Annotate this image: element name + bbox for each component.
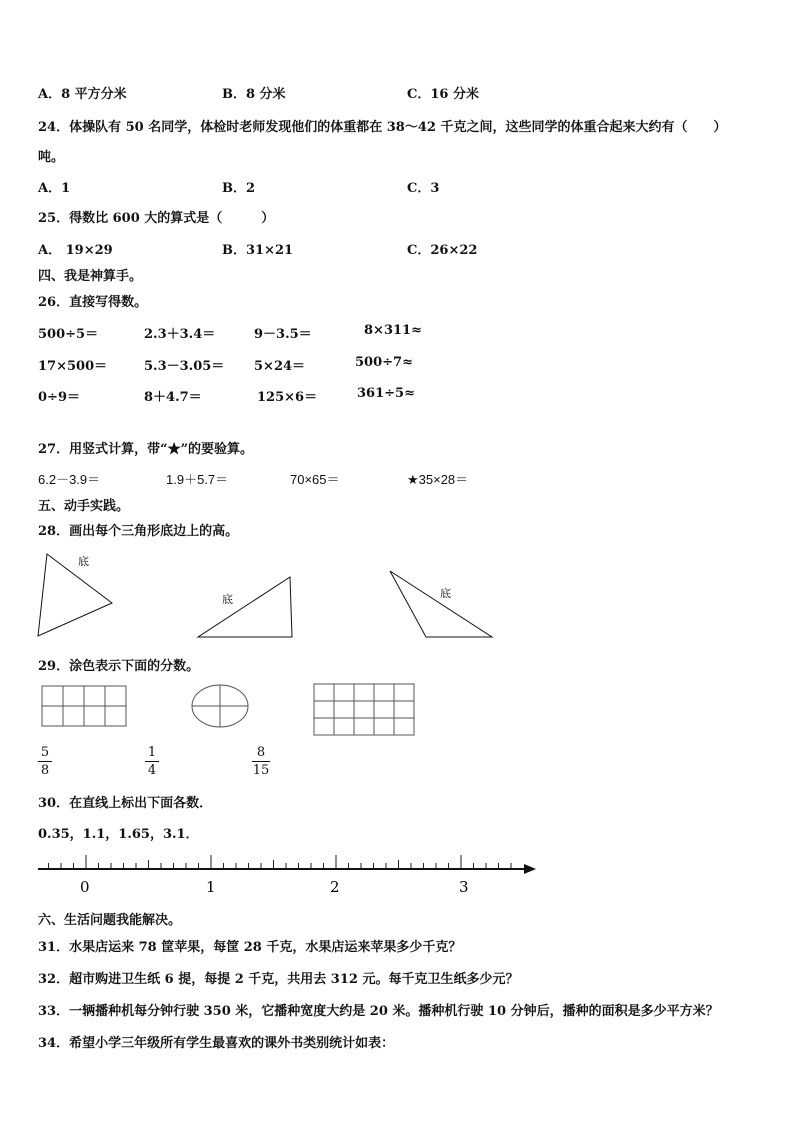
q29-stem: 29．涂色表示下面的分数。 xyxy=(38,659,200,674)
q24-option-a: A．1 xyxy=(38,181,71,196)
q26-cell: 361÷5≈ xyxy=(357,386,415,401)
q24-stem-line1: 24．体操队有 50 名同学，体检时老师发现他们的体重都在 38～42 千克之间，这些同学的体重合起来大约有（ ） xyxy=(38,120,727,135)
q25-stem: 25．得数比 600 大的算式是（ ） xyxy=(38,211,275,226)
q26-cell: 17×500＝ xyxy=(38,359,108,374)
fraction-1-4 xyxy=(145,745,159,778)
q25-option-b: B．31×21 xyxy=(222,243,294,258)
q27-item: 6.2－3.9＝ xyxy=(38,472,101,487)
circle-4-parts xyxy=(192,685,248,727)
q30-stem: 30．在直线上标出下面各数． xyxy=(38,796,213,811)
q29-shapes-figure xyxy=(0,680,794,740)
q26-cell: 500÷7≈ xyxy=(355,355,413,370)
q26-cell: 8×311≈ xyxy=(364,323,422,338)
q26-cell: 125×6＝ xyxy=(257,390,318,405)
fraction-bar xyxy=(252,761,270,762)
q24-option-c: C．3 xyxy=(407,181,440,196)
triangle-1 xyxy=(38,554,112,636)
number-line xyxy=(0,848,794,898)
q26-cell: 5.3－3.05＝ xyxy=(144,359,225,374)
q27-item: 70×65＝ xyxy=(290,472,340,487)
q27-item: ★35×28＝ xyxy=(407,472,469,487)
fraction-bar xyxy=(145,761,159,762)
q33-text: 33．一辆播种机每分钟行驶 350 米，它播种宽度大约是 20 米。播种机行驶 10 分钟后，播种的面积是多少平方米？ xyxy=(38,1004,719,1019)
q26-cell: 8＋4.7＝ xyxy=(144,390,202,405)
fraction-5-8 xyxy=(38,745,52,778)
q26-stem: 26．直接写得数。 xyxy=(38,295,148,310)
q27-item: 1.9＋5.7＝ xyxy=(166,472,229,487)
triangle-2 xyxy=(198,577,292,637)
triangle-3 xyxy=(390,571,492,637)
q26-cell: 500÷5＝ xyxy=(38,327,99,342)
q26-cell: 9－3.5＝ xyxy=(254,327,312,342)
q26-cell: 5×24＝ xyxy=(254,359,306,374)
section-6-heading: 六、生活问题我能解决。 xyxy=(38,913,182,928)
q24-stem-line2: 吨。 xyxy=(38,150,65,165)
q23-option-c: C．16 分米 xyxy=(407,87,479,102)
axis-label: 0 xyxy=(80,878,90,896)
grid-rectangle-15-parts xyxy=(314,684,414,735)
fraction-8-15 xyxy=(252,745,270,778)
q34-text: 34．希望小学三年级所有学生最喜欢的课外书类别统计如表： xyxy=(38,1036,395,1051)
fraction-numerator: 8 xyxy=(256,745,266,760)
section-5-heading: 五、动手实践。 xyxy=(38,499,130,514)
fraction-bar xyxy=(38,761,52,762)
axis-label: 1 xyxy=(206,878,216,896)
q25-option-c: C．26×22 xyxy=(407,243,478,258)
fraction-numerator: 1 xyxy=(147,745,157,760)
grid-rectangle-8-parts xyxy=(42,686,126,726)
axis-label: 2 xyxy=(330,878,340,896)
q26-cell: 2.3＋3.4＝ xyxy=(144,327,216,342)
fraction-denominator: 4 xyxy=(147,763,157,778)
q28-stem: 28．画出每个三角形底边上的高。 xyxy=(38,524,239,539)
q24-option-b: B．2 xyxy=(222,181,256,196)
section-4-heading: 四、我是神算手。 xyxy=(38,269,143,284)
q23-option-a: A．8 平方分米 xyxy=(38,87,127,102)
fraction-denominator: 15 xyxy=(252,763,270,778)
base-label: 底 xyxy=(222,593,233,606)
q25-option-a: A． 19×29 xyxy=(38,243,113,258)
q31-text: 31．水果店运来 78 筐苹果，每筐 28 千克，水果店运来苹果多少千克？ xyxy=(38,940,462,955)
axis-label: 3 xyxy=(459,878,469,896)
fraction-numerator: 5 xyxy=(40,745,50,760)
q26-cell: 0÷9＝ xyxy=(38,390,80,405)
fraction-denominator: 8 xyxy=(40,763,50,778)
q32-text: 32．超市购进卫生纸 6 提，每提 2 千克，共用去 312 元。每千克卫生纸多少元？ xyxy=(38,972,519,987)
arrow-right-icon xyxy=(524,864,536,874)
q23-option-b: B．8 分米 xyxy=(222,87,286,102)
base-label: 底 xyxy=(440,587,451,600)
q30-numbers: 0.35，1.1，1.65，3.1． xyxy=(38,827,199,842)
base-label: 底 xyxy=(78,555,89,568)
q28-triangles-figure xyxy=(0,540,794,645)
q27-stem: 27．用竖式计算，带“★”的要验算。 xyxy=(38,442,254,457)
